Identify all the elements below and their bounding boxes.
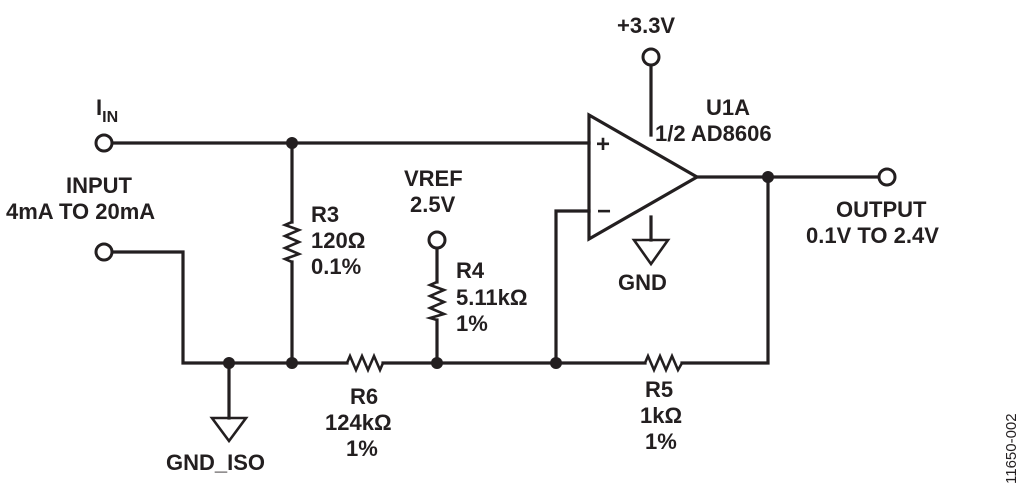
r4-value-label: 5.11kΩ	[456, 285, 528, 310]
input-range-label: 4mA TO 20mA	[6, 199, 156, 224]
r5-ref-label: R5	[645, 377, 674, 402]
r6-ref-label: R6	[350, 384, 379, 409]
figure-id-label: 11650-002	[1003, 413, 1020, 484]
resistor-r6	[347, 356, 383, 370]
output-label: OUTPUT	[836, 197, 927, 222]
supply-label: +3.3V	[617, 13, 676, 38]
terminal-supply	[643, 49, 659, 65]
junction-r3-r6	[286, 357, 298, 369]
junction-gnd-iso	[223, 357, 235, 369]
op-amp-part-label: 1/2 AD8606	[655, 121, 772, 146]
output-range-label: 0.1V TO 2.4V	[806, 223, 939, 248]
r4-ref-label: R4	[456, 258, 485, 283]
terminal-vref	[429, 232, 445, 248]
r6-tolerance-label: 1%	[346, 436, 378, 461]
junction-r4-rail	[431, 357, 443, 369]
vref-value-label: 2.5V	[410, 192, 456, 217]
resistor-r3	[285, 222, 299, 262]
wire-r5-right	[682, 177, 768, 363]
input-current-label	[96, 95, 118, 126]
wire-inverting-feedback	[556, 211, 589, 363]
gnd-symbol	[634, 240, 668, 264]
r4-tolerance-label: 1%	[456, 311, 488, 336]
r5-value-label: 1kΩ	[640, 403, 683, 428]
r3-tolerance-label: 0.1%	[311, 254, 362, 279]
wire-input-return	[113, 252, 292, 363]
terminal-iin	[96, 135, 112, 151]
inverting-input-sign: −	[597, 198, 612, 225]
resistor-r4	[430, 282, 444, 320]
input-current-symbol: I	[96, 95, 103, 120]
op-amp-ref-label: U1A	[706, 95, 751, 120]
junction-iin-r3	[286, 137, 298, 149]
input-label: INPUT	[66, 173, 132, 198]
terminal-input-return	[96, 244, 112, 260]
junction-output	[762, 171, 774, 183]
gnd-iso-symbol	[212, 418, 246, 441]
r5-tolerance-label: 1%	[645, 429, 677, 454]
gnd-iso-label: GND_ISO	[166, 450, 266, 475]
non-inverting-input-sign: +	[596, 131, 611, 158]
gnd-label: GND	[618, 270, 667, 295]
terminal-output	[879, 169, 895, 185]
r6-value-label: 124kΩ	[325, 410, 392, 435]
vref-label: VREF	[404, 166, 463, 191]
junction-feedback-rail	[550, 357, 562, 369]
r3-value-label: 120Ω	[311, 228, 366, 253]
resistor-r5	[645, 356, 682, 370]
junctions	[223, 137, 774, 369]
input-current-subscript: IN	[102, 109, 119, 126]
r3-ref-label: R3	[311, 202, 340, 227]
